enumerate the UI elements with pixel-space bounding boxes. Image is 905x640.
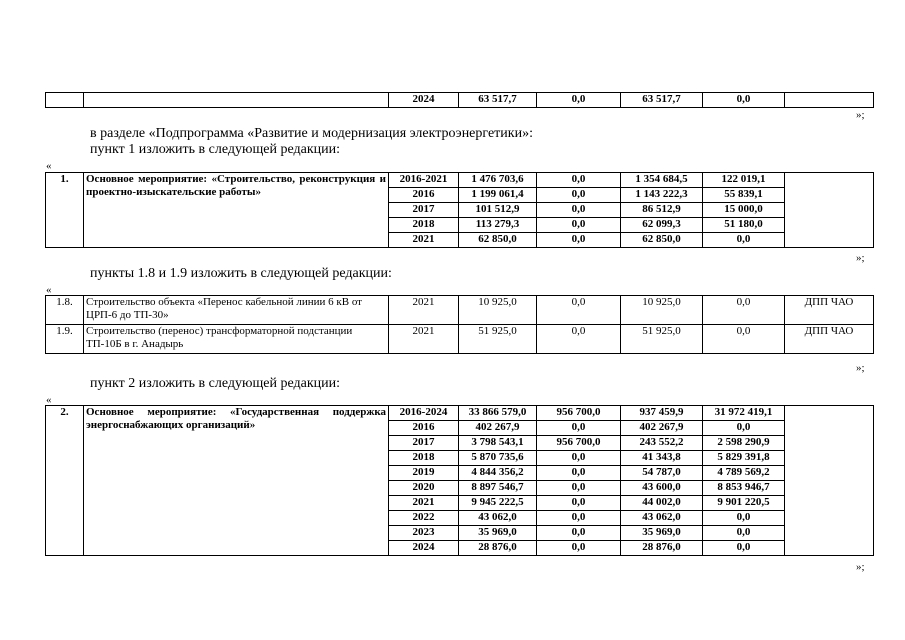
- table-row: [46, 173, 874, 188]
- total-cell: 51 925,0: [459, 325, 537, 354]
- regional-cell: 43 600,0: [621, 481, 703, 496]
- name-cell: Строительство объекта «Перенос кабельной линии 6 кВ от ЦРП-6 до ТП-30»: [84, 296, 389, 325]
- year-cell: 2024: [389, 541, 459, 556]
- table-row: [46, 406, 874, 421]
- year-cell: 2017: [389, 436, 459, 451]
- other-cell: 122 019,1: [703, 173, 785, 188]
- name-cell: Основное мероприятие: «Строительство, реконструкция и проектно-изыскательские работы»: [84, 173, 389, 248]
- year-cell: 2021: [389, 296, 459, 325]
- other-cell: 0,0: [703, 93, 785, 108]
- instruction-3: пункт 2 изложить в следующей редакции:: [90, 376, 340, 391]
- year-cell: 2023: [389, 526, 459, 541]
- num-cell: 1.9.: [46, 325, 84, 354]
- regional-cell: 1 143 222,3: [621, 188, 703, 203]
- regional-cell: 35 969,0: [621, 526, 703, 541]
- total-cell: 4 844 356,2: [459, 466, 537, 481]
- regional-cell: 63 517,7: [621, 93, 703, 108]
- other-cell: 55 839,1: [703, 188, 785, 203]
- federal-cell: 0,0: [537, 325, 621, 354]
- federal-cell: 0,0: [537, 173, 621, 188]
- other-cell: 0,0: [703, 541, 785, 556]
- regional-cell: 10 925,0: [621, 296, 703, 325]
- federal-cell: 0,0: [537, 496, 621, 511]
- federal-cell: 0,0: [537, 218, 621, 233]
- total-cell: 43 062,0: [459, 511, 537, 526]
- other-cell: 8 853 946,7: [703, 481, 785, 496]
- federal-cell: 956 700,0: [537, 436, 621, 451]
- federal-cell: 0,0: [537, 466, 621, 481]
- federal-cell: 0,0: [537, 421, 621, 436]
- table-item-2: [45, 405, 874, 556]
- table-row: [46, 325, 874, 354]
- table-row: [46, 296, 874, 325]
- year-cell: 2017: [389, 203, 459, 218]
- federal-cell: 0,0: [537, 233, 621, 248]
- table-item-1: [45, 172, 874, 248]
- other-cell: 9 901 220,5: [703, 496, 785, 511]
- regional-cell: 54 787,0: [621, 466, 703, 481]
- federal-cell: 0,0: [537, 526, 621, 541]
- total-cell: 5 870 735,6: [459, 451, 537, 466]
- regional-cell: 937 459,9: [621, 406, 703, 421]
- regional-cell: 62 850,0: [621, 233, 703, 248]
- regional-cell: 243 552,2: [621, 436, 703, 451]
- executor-cell: ДПП ЧАО: [785, 325, 874, 354]
- year-cell: 2016: [389, 188, 459, 203]
- total-cell: 101 512,9: [459, 203, 537, 218]
- name-cell: Основное мероприятие: «Государственная поддержка энергоснабжающих организаций»: [84, 406, 389, 556]
- federal-cell: 0,0: [537, 511, 621, 526]
- total-cell: 3 798 543,1: [459, 436, 537, 451]
- num-cell: 2.: [46, 406, 84, 556]
- federal-cell: 0,0: [537, 93, 621, 108]
- closing-quote: »;: [856, 252, 865, 264]
- regional-cell: 44 002,0: [621, 496, 703, 511]
- opening-quote: «: [46, 284, 52, 296]
- year-cell: 2016-2021: [389, 173, 459, 188]
- other-cell: 15 000,0: [703, 203, 785, 218]
- instruction-1: пункт 1 изложить в следующей редакции:: [90, 142, 340, 157]
- year-cell: 2022: [389, 511, 459, 526]
- table-tail: [45, 92, 874, 108]
- federal-cell: 0,0: [537, 541, 621, 556]
- federal-cell: 956 700,0: [537, 406, 621, 421]
- year-cell: 2021: [389, 325, 459, 354]
- regional-cell: 62 099,3: [621, 218, 703, 233]
- name-cell: Строительство (перенос) трансформаторной подстанции ТП-10Б в г. Анадырь: [84, 325, 389, 354]
- num-cell: [46, 93, 84, 108]
- total-cell: 10 925,0: [459, 296, 537, 325]
- num-cell: 1.: [46, 173, 84, 248]
- other-cell: 31 972 419,1: [703, 406, 785, 421]
- name-cell: [84, 93, 389, 108]
- other-cell: 51 180,0: [703, 218, 785, 233]
- federal-cell: 0,0: [537, 481, 621, 496]
- other-cell: 0,0: [703, 526, 785, 541]
- year-cell: 2018: [389, 451, 459, 466]
- total-cell: 35 969,0: [459, 526, 537, 541]
- num-cell: 1.8.: [46, 296, 84, 325]
- other-cell: 5 829 391,8: [703, 451, 785, 466]
- total-cell: 28 876,0: [459, 541, 537, 556]
- year-cell: 2020: [389, 481, 459, 496]
- year-cell: 2021: [389, 233, 459, 248]
- executor-cell: ДПП ЧАО: [785, 296, 874, 325]
- regional-cell: 41 343,8: [621, 451, 703, 466]
- other-cell: 0,0: [703, 421, 785, 436]
- year-cell: 2016: [389, 421, 459, 436]
- closing-quote: »;: [856, 109, 865, 121]
- instruction-2: пункты 1.8 и 1.9 изложить в следующей редакции:: [90, 266, 392, 281]
- federal-cell: 0,0: [537, 203, 621, 218]
- regional-cell: 402 267,9: [621, 421, 703, 436]
- regional-cell: 43 062,0: [621, 511, 703, 526]
- federal-cell: 0,0: [537, 451, 621, 466]
- table-items-1-8-1-9: [45, 295, 874, 354]
- total-cell: 402 267,9: [459, 421, 537, 436]
- other-cell: 4 789 569,2: [703, 466, 785, 481]
- other-cell: 0,0: [703, 296, 785, 325]
- total-cell: 33 866 579,0: [459, 406, 537, 421]
- year-cell: 2024: [389, 93, 459, 108]
- other-cell: 0,0: [703, 325, 785, 354]
- other-cell: 2 598 290,9: [703, 436, 785, 451]
- total-cell: 8 897 546,7: [459, 481, 537, 496]
- year-cell: 2018: [389, 218, 459, 233]
- regional-cell: 28 876,0: [621, 541, 703, 556]
- opening-quote: «: [46, 160, 52, 172]
- federal-cell: 0,0: [537, 188, 621, 203]
- year-cell: 2021: [389, 496, 459, 511]
- other-cell: 0,0: [703, 233, 785, 248]
- total-cell: 1 199 061,4: [459, 188, 537, 203]
- regional-cell: 51 925,0: [621, 325, 703, 354]
- executor-cell: [785, 173, 874, 248]
- table-row: [46, 93, 874, 108]
- total-cell: 113 279,3: [459, 218, 537, 233]
- regional-cell: 86 512,9: [621, 203, 703, 218]
- section-heading: в разделе «Подпрограмма «Развитие и модернизация электроэнергетики»:: [90, 126, 533, 141]
- year-cell: 2016-2024: [389, 406, 459, 421]
- regional-cell: 1 354 684,5: [621, 173, 703, 188]
- other-cell: 0,0: [703, 511, 785, 526]
- total-cell: 1 476 703,6: [459, 173, 537, 188]
- total-cell: 63 517,7: [459, 93, 537, 108]
- federal-cell: 0,0: [537, 296, 621, 325]
- total-cell: 9 945 222,5: [459, 496, 537, 511]
- executor-cell: [785, 93, 874, 108]
- closing-quote: »;: [856, 362, 865, 374]
- total-cell: 62 850,0: [459, 233, 537, 248]
- closing-quote: »;: [856, 561, 865, 573]
- opening-quote: «: [46, 394, 52, 406]
- executor-cell: [785, 406, 874, 556]
- year-cell: 2019: [389, 466, 459, 481]
